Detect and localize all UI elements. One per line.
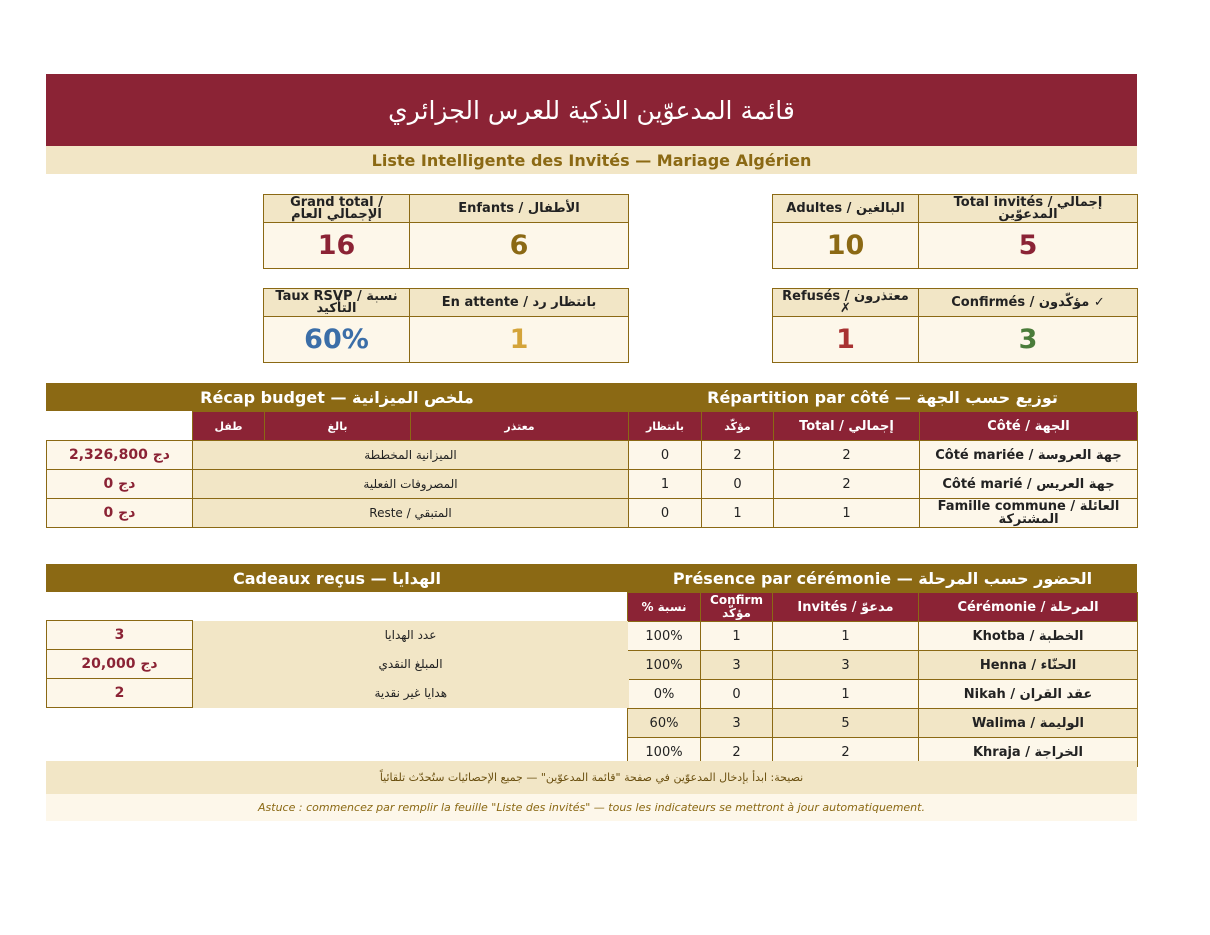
ceremony-name: Khraja / الخراجة	[919, 738, 1138, 767]
ceremony-confirmed: 1	[701, 622, 773, 651]
budget-section-title: Récap budget — ملخص الميزانية	[200, 387, 474, 407]
gift-cash-value: 20,000 دج	[47, 650, 193, 679]
gift-noncash-label: هدايا غير نقدية	[193, 679, 629, 708]
table-row	[628, 622, 1138, 651]
budget-spent-label: المصروفات الفعلية	[193, 470, 629, 499]
kpi-totals-table	[263, 194, 629, 269]
ceremony-confirmed: 3	[701, 709, 773, 738]
gift-noncash-value: 2	[47, 679, 193, 708]
kpi-grand-total-value: 16	[264, 223, 410, 269]
table-row	[47, 679, 629, 708]
side-confirmed: 0	[702, 470, 774, 499]
section-band-budget-sides	[46, 383, 1137, 411]
ceremony-col-rate: % نسبة	[628, 593, 701, 622]
side-confirmed: 2	[702, 441, 774, 470]
gift-cash-label: المبلغ النقدي	[193, 650, 629, 679]
side-pending: 0	[629, 441, 702, 470]
kpi-status-table	[772, 288, 1138, 363]
side-name: Côté marié / جهة العريس	[920, 470, 1138, 499]
kpi-total-invites-label: Total invités / إجمالي المدعوّين	[919, 195, 1138, 223]
ceremony-name: Nikah / عقد القران	[919, 680, 1138, 709]
budget-spent-amount: 0 دج	[47, 470, 193, 499]
kpi-children-label: Enfants / الأطفال	[410, 195, 629, 223]
gift-count-label: عدد الهدايا	[193, 621, 629, 650]
side-pending: 1	[629, 470, 702, 499]
ceremony-col-name: Cérémonie / المرحلة	[919, 593, 1138, 622]
table-row	[628, 680, 1138, 709]
gifts-table	[46, 620, 629, 708]
kpi-adults-label: Adultes / البالغين	[773, 195, 919, 223]
page-subtitle: Liste Intelligente des Invités — Mariage Algérien	[46, 146, 1137, 174]
kpi-total-invites-value: 5	[919, 223, 1138, 269]
budget-remaining-amount: 0 دج	[47, 499, 193, 528]
sides-section-title: Répartition par côté — توزيع حسب الجهة	[707, 387, 1058, 407]
kpi-grand-total-label: Grand total / الإجمالي العام	[264, 195, 410, 223]
kpi-children-value: 6	[410, 223, 629, 269]
budget-sides-table	[46, 411, 1138, 528]
side-total: 2	[774, 470, 920, 499]
ceremony-invited: 1	[773, 680, 919, 709]
kpi-rsvp-table	[263, 288, 629, 363]
ceremony-rate: 100%	[628, 738, 701, 767]
sides-col-confirmed: مؤكّد	[702, 412, 774, 441]
kpi-refused-label: Refusés / معتذرون ✗	[773, 289, 919, 317]
table-row	[47, 621, 629, 650]
ceremony-confirmed: 3	[701, 651, 773, 680]
ceremony-name: Walima / الوليمة	[919, 709, 1138, 738]
table-row	[628, 709, 1138, 738]
ceremony-invited: 5	[773, 709, 919, 738]
gifts-section-title: Cadeaux reçus — الهدايا	[233, 568, 441, 588]
budget-planned-label: الميزانية المخططة	[193, 441, 629, 470]
ceremony-col-confirmed: Confirm مؤكّد	[701, 593, 773, 622]
kpi-refused-value: 1	[773, 317, 919, 363]
table-row	[628, 651, 1138, 680]
kpi-guests-table	[772, 194, 1138, 269]
ceremony-rate: 100%	[628, 651, 701, 680]
ceremony-invited: 3	[773, 651, 919, 680]
tip-french: Astuce : commencez par remplir la feuille "Liste des invités" — tous les indicateurs se mettront à jour automatiquement.	[46, 794, 1137, 821]
kpi-confirmed-label: Confirmés / مؤكّدون ✓	[919, 289, 1138, 317]
side-name: Côté mariée / جهة العروسة	[920, 441, 1138, 470]
side-name: Famille commune / العائلة المشتركة	[920, 499, 1138, 528]
ceremonies-table	[627, 592, 1138, 767]
ceremony-confirmed: 2	[701, 738, 773, 767]
ceremony-rate: 0%	[628, 680, 701, 709]
table-row	[47, 470, 1138, 499]
sides-col-side: Côté / الجهة	[920, 412, 1138, 441]
tip-arabic: نصيحة: ابدأ بإدخال المدعوّين في صفحة "قائمة المدعوّين" — جميع الإحصائيات ستُحدّث تلقائياً	[46, 761, 1137, 794]
kpi-rsvp-rate-value: 60%	[264, 317, 410, 363]
side-total: 1	[774, 499, 920, 528]
table-row	[47, 650, 629, 679]
ceremony-name: Khotba / الخطبة	[919, 622, 1138, 651]
gift-count-value: 3	[47, 621, 193, 650]
ceremony-name: Henna / الحنّاء	[919, 651, 1138, 680]
budget-col-refused: معتذر	[411, 412, 629, 441]
ceremony-invited: 1	[773, 622, 919, 651]
ceremony-rate: 100%	[628, 622, 701, 651]
side-confirmed: 1	[702, 499, 774, 528]
ceremonies-section-title: Présence par cérémonie — الحضور حسب المرحلة	[672, 568, 1093, 588]
ceremony-col-invited: Invités / مدعوّ	[773, 593, 919, 622]
section-band-gifts-ceremonies	[46, 564, 1137, 592]
side-total: 2	[774, 441, 920, 470]
page-title: قائمة المدعوّين الذكية للعرس الجزائري	[46, 74, 1137, 146]
budget-col-child: طفل	[193, 412, 265, 441]
sides-col-pending: بانتظار	[629, 412, 702, 441]
sides-col-total: Total / إجمالي	[774, 412, 920, 441]
kpi-pending-label: En attente / بانتظار رد	[410, 289, 629, 317]
kpi-rsvp-rate-label: Taux RSVP / نسبة التأكيد	[264, 289, 410, 317]
empty-cell	[47, 412, 193, 441]
table-row	[47, 499, 1138, 528]
budget-col-adult: بالغ	[265, 412, 411, 441]
side-pending: 0	[629, 499, 702, 528]
kpi-pending-value: 1	[410, 317, 629, 363]
kpi-adults-value: 10	[773, 223, 919, 269]
kpi-confirmed-value: 3	[919, 317, 1138, 363]
table-row	[47, 441, 1138, 470]
ceremony-confirmed: 0	[701, 680, 773, 709]
ceremony-rate: 60%	[628, 709, 701, 738]
ceremony-invited: 2	[773, 738, 919, 767]
budget-planned-amount: 2,326,800 دج	[47, 441, 193, 470]
budget-remaining-label: Reste / المتبقي	[193, 499, 629, 528]
